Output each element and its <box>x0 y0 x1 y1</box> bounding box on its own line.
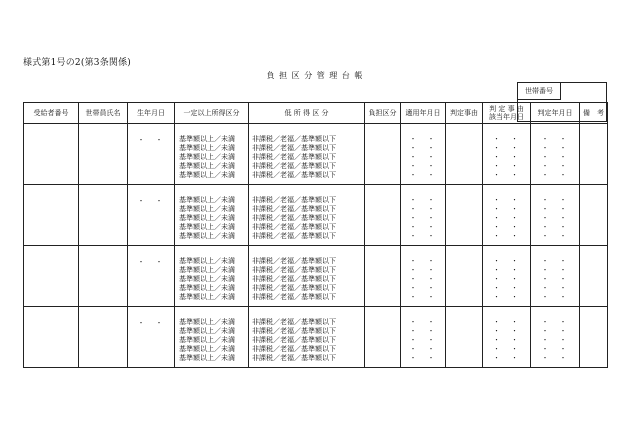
col-decision-date: 判定年月日 <box>531 103 580 124</box>
decision-date-dots[interactable]: ・ ・ <box>541 196 569 204</box>
decision-date-cell[interactable] <box>531 307 580 368</box>
decision-date-dots[interactable]: ・ ・ <box>541 275 569 283</box>
decision-year-dots[interactable]: ・ ・ <box>493 223 520 231</box>
low-income-option[interactable]: 非課税／老福／基準額以下 <box>252 293 336 301</box>
applied-date-dots[interactable]: ・ ・ <box>409 196 437 204</box>
income-option[interactable]: 基準額以上／未満 <box>179 153 235 161</box>
applied-date-dots[interactable]: ・ ・ <box>409 293 437 301</box>
applied-date-dots[interactable]: ・ ・ <box>409 153 437 161</box>
low-income-option[interactable]: 非課税／老福／基準額以下 <box>252 266 336 274</box>
decision-date-dots[interactable]: ・ ・ <box>541 232 569 240</box>
low-income-option[interactable]: 非課税／老福／基準額以下 <box>252 345 336 353</box>
low-income-option[interactable]: 非課税／老福／基準額以下 <box>252 205 336 213</box>
low-income-option[interactable]: 非課税／老福／基準額以下 <box>252 171 336 179</box>
income-option[interactable]: 基準額以上／未満 <box>179 257 235 265</box>
decision-reason-cell[interactable] <box>446 124 483 185</box>
applied-date-dots[interactable]: ・ ・ <box>409 232 437 240</box>
low-income-option[interactable]: 非課税／老福／基準額以下 <box>252 223 336 231</box>
applied-date-dots[interactable]: ・ ・ <box>409 144 437 152</box>
income-option[interactable]: 基準額以上／未満 <box>179 345 235 353</box>
burden-category-cell[interactable] <box>365 307 401 368</box>
low-income-option[interactable]: 非課税／老福／基準額以下 <box>252 232 336 240</box>
page-title: 負 担 区 分 管 理 台 帳 <box>266 71 364 80</box>
col-applied-date: 適用年月日 <box>401 103 446 124</box>
decision-date-dots[interactable]: ・ ・ <box>541 327 569 335</box>
low-income-option[interactable]: 非課税／老福／基準額以下 <box>252 354 336 362</box>
birth-date-cell[interactable] <box>128 307 175 368</box>
applied-date-dots[interactable]: ・ ・ <box>409 266 437 274</box>
income-category-cell <box>175 124 249 185</box>
income-option[interactable]: 基準額以上／未満 <box>179 293 235 301</box>
income-option[interactable]: 基準額以上／未満 <box>179 284 235 292</box>
decision-year-dots[interactable]: ・ ・ <box>493 232 520 240</box>
col-decision-reason: 判定事由 <box>446 103 483 124</box>
low-income-option[interactable]: 非課税／老福／基準額以下 <box>252 153 336 161</box>
low-income-category-cell <box>249 124 365 185</box>
decision-date-dots[interactable]: ・ ・ <box>541 223 569 231</box>
decision-year-dots[interactable]: ・ ・ <box>493 153 520 161</box>
decision-date-dots[interactable]: ・ ・ <box>541 257 569 265</box>
col-burden-category: 負担区分 <box>365 103 401 124</box>
low-income-option[interactable]: 非課税／老福／基準額以下 <box>252 162 336 170</box>
decision-year-dots[interactable]: ・ ・ <box>493 318 520 326</box>
income-option[interactable]: 基準額以上／未満 <box>179 275 235 283</box>
decision-date-dots[interactable]: ・ ・ <box>541 153 569 161</box>
low-income-option[interactable]: 非課税／老福／基準額以下 <box>252 318 336 326</box>
low-income-option[interactable]: 非課税／老福／基準額以下 <box>252 284 336 292</box>
income-option[interactable]: 基準額以上／未満 <box>179 144 235 152</box>
col-remarks: 備 考 <box>580 103 608 124</box>
householder-name-cell[interactable] <box>79 307 128 368</box>
decision-date-dots[interactable]: ・ ・ <box>541 266 569 274</box>
decision-date-cell[interactable] <box>531 246 580 307</box>
decision-date-dots[interactable]: ・ ・ <box>541 162 569 170</box>
birth-date-cell[interactable] <box>128 124 175 185</box>
decision-date-cell[interactable] <box>531 185 580 246</box>
decision-year-dots[interactable]: ・ ・ <box>493 345 520 353</box>
recipient-number-cell[interactable] <box>24 124 79 185</box>
household-number-label: 世帯番号 <box>518 83 561 100</box>
decision-year-dots[interactable]: ・ ・ <box>493 336 520 344</box>
low-income-category-cell <box>249 307 365 368</box>
applied-date-cell[interactable] <box>401 307 446 368</box>
household-number-field[interactable] <box>561 83 606 99</box>
col-income-category: 一定以上所得区分 <box>175 103 249 124</box>
decision-year-dots[interactable]: ・ ・ <box>493 284 520 292</box>
low-income-option[interactable]: 非課税／老福／基準額以下 <box>252 144 336 152</box>
low-income-option[interactable]: 非課税／老福／基準額以下 <box>252 327 336 335</box>
applied-date-dots[interactable]: ・ ・ <box>409 257 437 265</box>
income-category-cell <box>175 246 249 307</box>
applied-date-dots[interactable]: ・ ・ <box>409 205 437 213</box>
low-income-option[interactable]: 非課税／老福／基準額以下 <box>252 257 336 265</box>
decision-year-dots[interactable]: ・ ・ <box>493 354 520 362</box>
col-decision-year <box>483 103 531 124</box>
burden-ledger-table <box>23 102 608 368</box>
low-income-category-cell <box>249 246 365 307</box>
col-decision-year-line1: 判 定 事 由 <box>489 105 524 113</box>
decision-year-dots[interactable]: ・ ・ <box>493 214 520 222</box>
applied-date-dots[interactable]: ・ ・ <box>409 318 437 326</box>
decision-year-dots[interactable]: ・ ・ <box>493 275 520 283</box>
decision-date-dots[interactable]: ・ ・ <box>541 354 569 362</box>
decision-year-dots[interactable]: ・ ・ <box>493 327 520 335</box>
applied-date-dots[interactable]: ・ ・ <box>409 336 437 344</box>
decision-date-dots[interactable]: ・ ・ <box>541 205 569 213</box>
income-option[interactable]: 基準額以上／未満 <box>179 171 235 179</box>
income-option[interactable]: 基準額以上／未満 <box>179 205 235 213</box>
income-option[interactable]: 基準額以上／未満 <box>179 214 235 222</box>
income-option[interactable]: 基準額以上／未満 <box>179 336 235 344</box>
applied-date-dots[interactable]: ・ ・ <box>409 275 437 283</box>
applied-date-cell[interactable] <box>401 246 446 307</box>
decision-year-dots[interactable]: ・ ・ <box>493 162 520 170</box>
income-option[interactable]: 基準額以上／未満 <box>179 327 235 335</box>
income-category-cell <box>175 307 249 368</box>
decision-year-dots[interactable]: ・ ・ <box>493 293 520 301</box>
low-income-category-cell <box>249 185 365 246</box>
birth-date-cell[interactable] <box>128 185 175 246</box>
decision-year-dots[interactable]: ・ ・ <box>493 205 520 213</box>
birth-date-dots: ・ ・ <box>137 319 165 327</box>
birth-date-dots: ・ ・ <box>137 258 165 266</box>
income-option[interactable]: 基準額以上／未満 <box>179 318 235 326</box>
remarks-cell[interactable] <box>580 124 608 185</box>
income-option[interactable]: 基準額以上／未満 <box>179 232 235 240</box>
table-row <box>24 185 608 246</box>
householder-name-cell[interactable] <box>79 246 128 307</box>
decision-date-dots[interactable]: ・ ・ <box>541 284 569 292</box>
col-low-income-category: 低 所 得 区 分 <box>249 103 365 124</box>
recipient-number-cell[interactable] <box>24 246 79 307</box>
decision-reason-cell[interactable] <box>446 185 483 246</box>
header-row <box>24 103 608 124</box>
applied-date-dots[interactable]: ・ ・ <box>409 327 437 335</box>
col-householder-name: 世帯員氏名 <box>79 103 128 124</box>
income-option[interactable]: 基準額以上／未満 <box>179 162 235 170</box>
applied-date-cell[interactable] <box>401 185 446 246</box>
burden-category-cell[interactable] <box>365 246 401 307</box>
birth-date-dots: ・ ・ <box>137 197 165 205</box>
income-option[interactable]: 基準額以上／未満 <box>179 196 235 204</box>
decision-year-cell[interactable] <box>483 124 531 185</box>
remarks-cell[interactable] <box>580 185 608 246</box>
decision-year-cell[interactable] <box>483 307 531 368</box>
ledger-body <box>24 124 608 368</box>
col-decision-year-line2: 該当年月日 <box>489 113 524 121</box>
applied-date-dots[interactable]: ・ ・ <box>409 354 437 362</box>
decision-year-dots[interactable]: ・ ・ <box>493 135 520 143</box>
table-row <box>24 124 608 185</box>
decision-reason-cell[interactable] <box>446 307 483 368</box>
table-row <box>24 246 608 307</box>
applied-date-cell[interactable] <box>401 124 446 185</box>
table-row <box>24 307 608 368</box>
remarks-cell[interactable] <box>580 246 608 307</box>
income-option[interactable]: 基準額以上／未満 <box>179 354 235 362</box>
applied-date-dots[interactable]: ・ ・ <box>409 135 437 143</box>
birth-date-cell[interactable] <box>128 246 175 307</box>
col-recipient-number: 受給者番号 <box>24 103 79 124</box>
decision-year-dots[interactable]: ・ ・ <box>493 257 520 265</box>
low-income-option[interactable]: 非課税／老福／基準額以下 <box>252 275 336 283</box>
decision-date-dots[interactable]: ・ ・ <box>541 345 569 353</box>
income-option[interactable]: 基準額以上／未満 <box>179 266 235 274</box>
low-income-option[interactable]: 非課税／老福／基準額以下 <box>252 336 336 344</box>
decision-year-dots[interactable]: ・ ・ <box>493 266 520 274</box>
decision-date-dots[interactable]: ・ ・ <box>541 135 569 143</box>
decision-date-cell[interactable] <box>531 124 580 185</box>
burden-category-cell[interactable] <box>365 124 401 185</box>
applied-date-dots[interactable]: ・ ・ <box>409 223 437 231</box>
applied-date-dots[interactable]: ・ ・ <box>409 214 437 222</box>
applied-date-dots[interactable]: ・ ・ <box>409 345 437 353</box>
applied-date-dots[interactable]: ・ ・ <box>409 171 437 179</box>
applied-date-dots[interactable]: ・ ・ <box>409 284 437 292</box>
low-income-option[interactable]: 非課税／老福／基準額以下 <box>252 214 336 222</box>
col-birth-date: 生年月日 <box>128 103 175 124</box>
income-option[interactable]: 基準額以上／未満 <box>179 223 235 231</box>
decision-year-dots[interactable]: ・ ・ <box>493 196 520 204</box>
low-income-option[interactable]: 非課税／老福／基準額以下 <box>252 196 336 204</box>
income-option[interactable]: 基準額以上／未満 <box>179 135 235 143</box>
decision-date-dots[interactable]: ・ ・ <box>541 144 569 152</box>
remarks-cell[interactable] <box>580 307 608 368</box>
decision-date-dots[interactable]: ・ ・ <box>541 318 569 326</box>
decision-date-dots[interactable]: ・ ・ <box>541 171 569 179</box>
income-category-cell <box>175 185 249 246</box>
recipient-number-cell[interactable] <box>24 307 79 368</box>
decision-date-dots[interactable]: ・ ・ <box>541 214 569 222</box>
decision-date-dots[interactable]: ・ ・ <box>541 293 569 301</box>
low-income-option[interactable]: 非課税／老福／基準額以下 <box>252 135 336 143</box>
decision-date-dots[interactable]: ・ ・ <box>541 336 569 344</box>
recipient-number-cell[interactable] <box>24 185 79 246</box>
decision-reason-cell[interactable] <box>446 246 483 307</box>
form-number: 様式第1号の2(第3条関係) <box>23 58 132 68</box>
householder-name-cell[interactable] <box>79 124 128 185</box>
burden-category-cell[interactable] <box>365 185 401 246</box>
decision-year-dots[interactable]: ・ ・ <box>493 144 520 152</box>
decision-year-dots[interactable]: ・ ・ <box>493 171 520 179</box>
birth-date-dots: ・ ・ <box>137 136 165 144</box>
applied-date-dots[interactable]: ・ ・ <box>409 162 437 170</box>
householder-name-cell[interactable] <box>79 185 128 246</box>
decision-year-cell[interactable] <box>483 185 531 246</box>
decision-year-cell[interactable] <box>483 246 531 307</box>
